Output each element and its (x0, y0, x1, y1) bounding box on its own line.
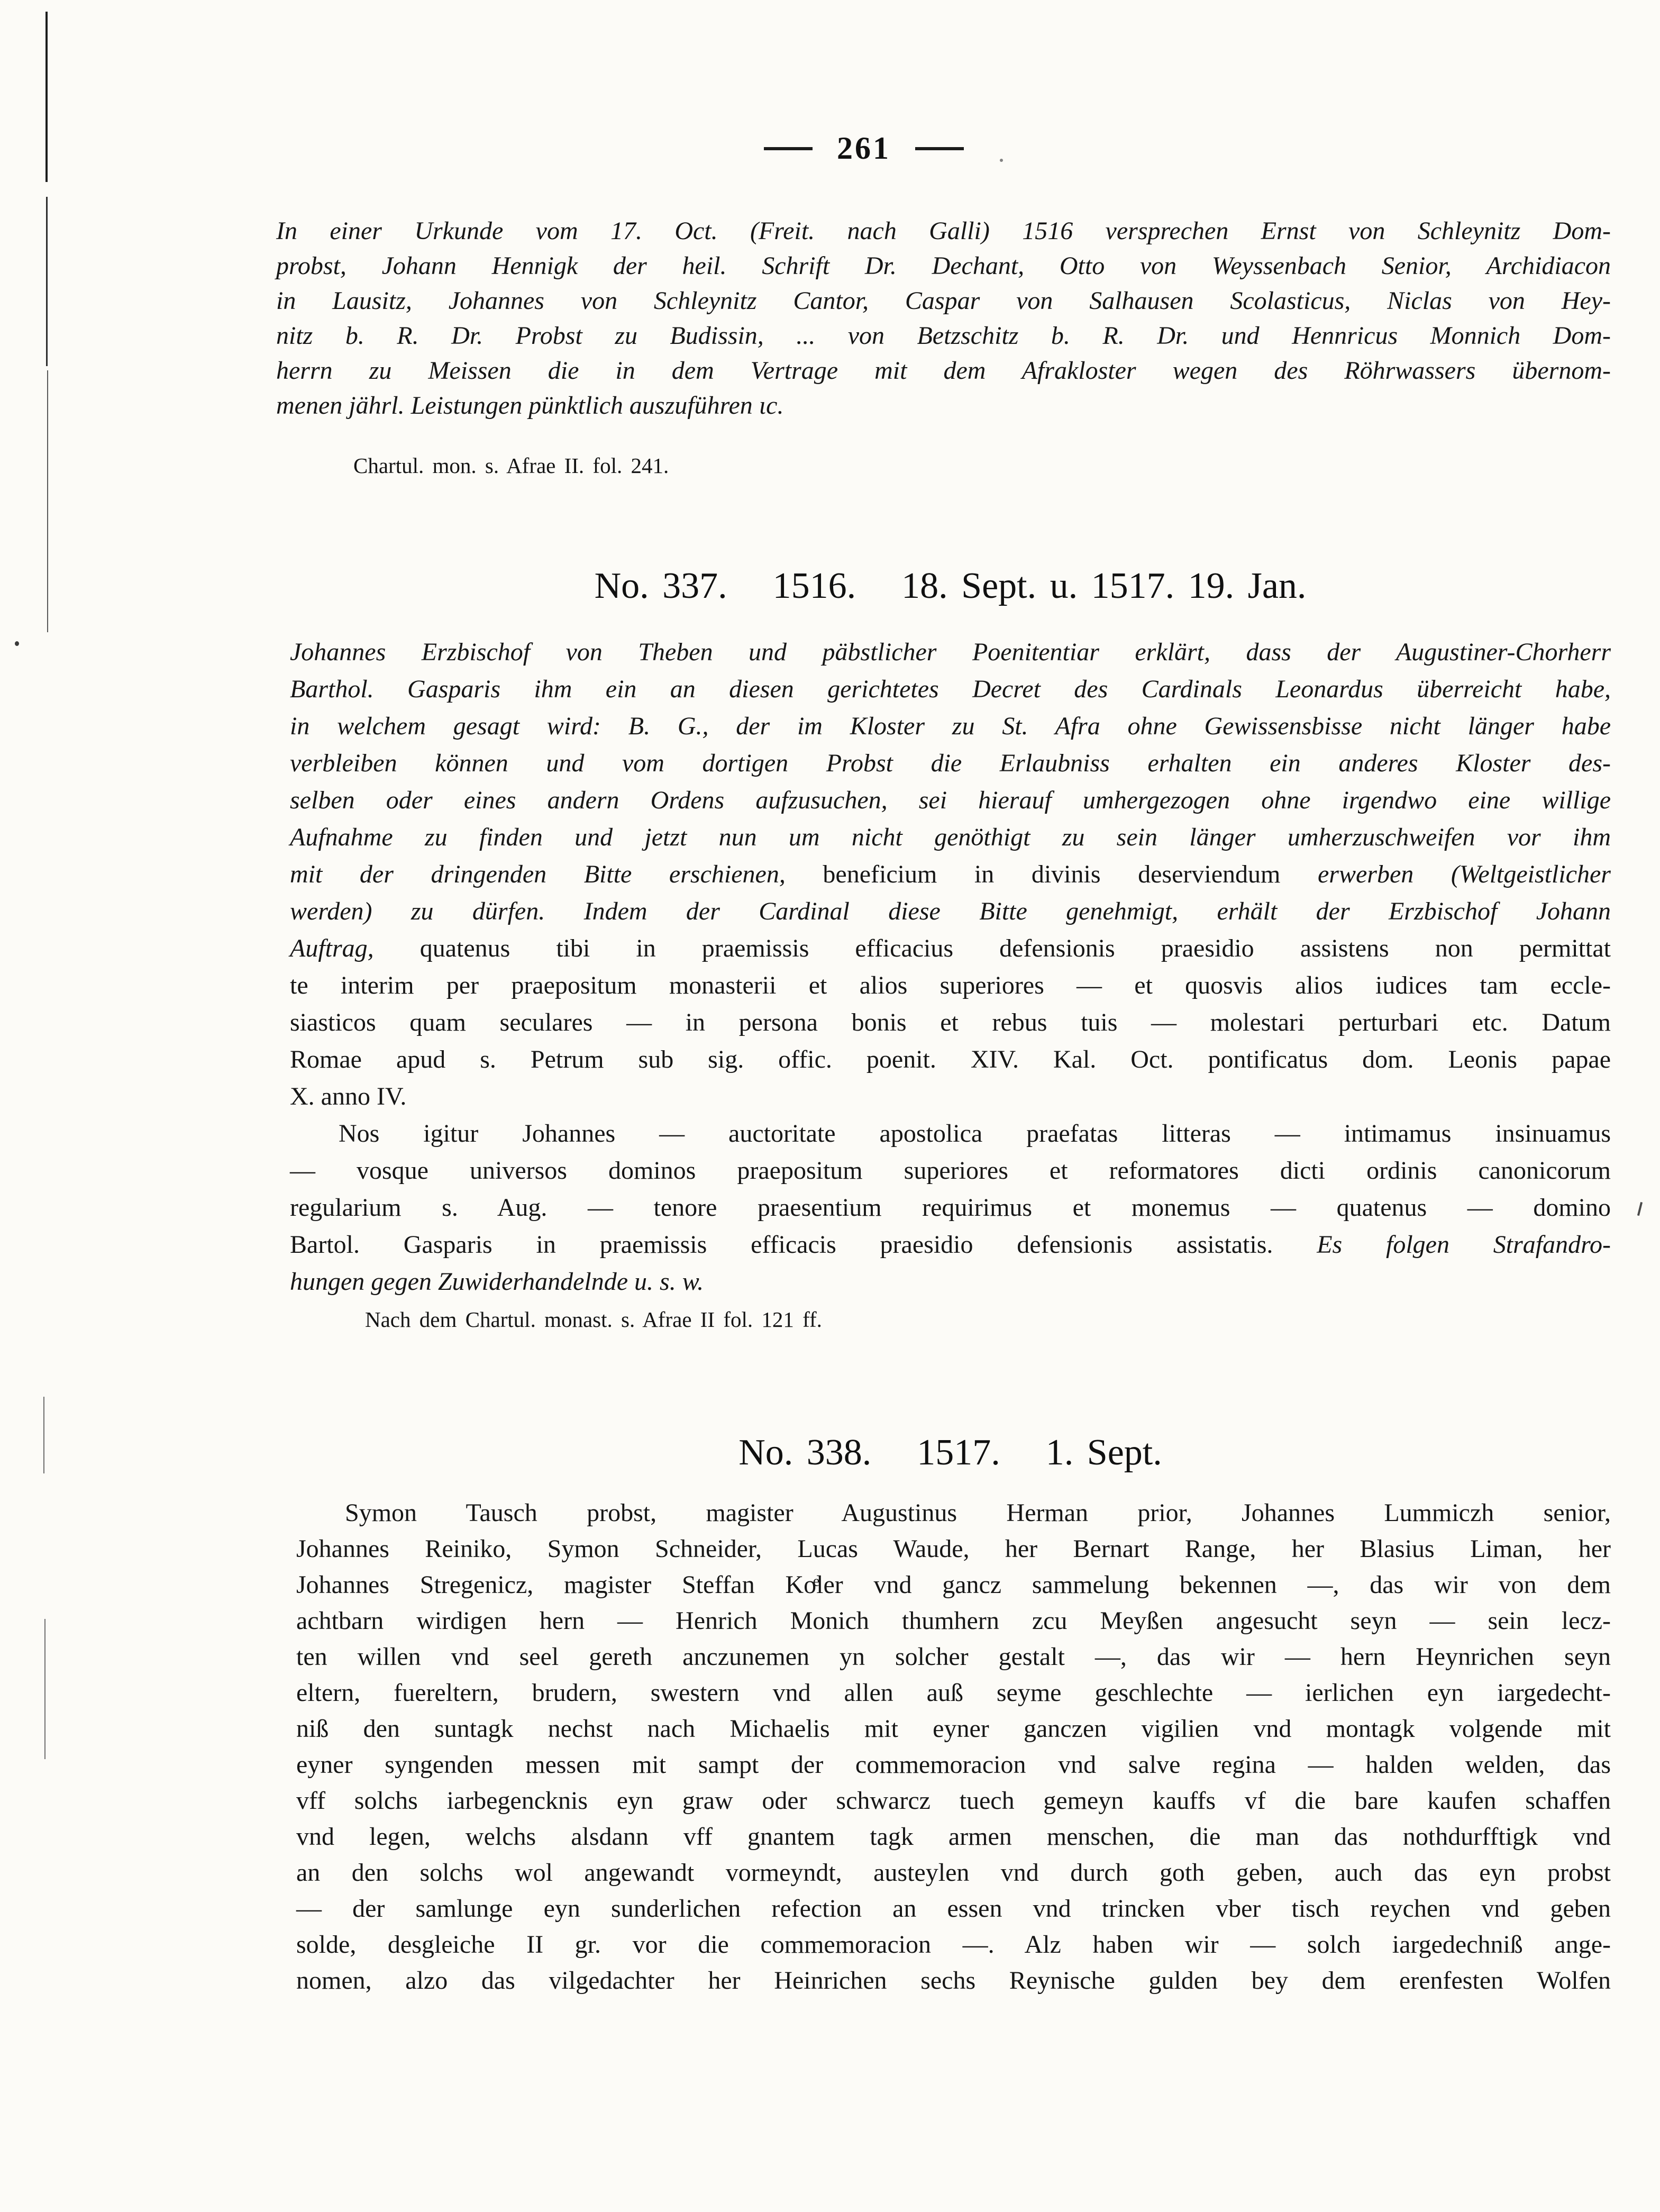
page-header (34, 130, 1660, 167)
roman-text-run: ten willen vnd seel gereth anczunemen yn solcher gestalt —, das wir — hern Heynrichen seyn (296, 1643, 1611, 1671)
text-line (290, 1152, 1611, 1189)
roman-text-run: eyner syngenden messen mit sampt der commemoracion vnd salve regina — halden welden, das (296, 1751, 1611, 1779)
italic-text-run: selben oder eines andern Ordens aufzusuchen, sei hierauf umhergezogen ohne irgendwo eine willige (290, 786, 1611, 814)
text-line (276, 353, 1611, 388)
text-line (290, 708, 1611, 745)
scan-artifact-left-rule (47, 370, 48, 632)
italic-text-run: menen jährl. Leistungen pünktlich auszuführen ɩc. (276, 392, 784, 420)
text-line (296, 1603, 1611, 1639)
text-line (290, 856, 1611, 893)
text-line (296, 1639, 1611, 1675)
entry-337-source-citation: Nach dem Chartul. monast. s. Afrae II fol. 121 ff. (365, 1307, 822, 1332)
text-line (290, 634, 1611, 671)
italic-text-run: herrn zu Meissen die in dem Vertrage mit dem Afrakloster wegen des Röhrwassers übernom- (276, 357, 1611, 385)
entry-337-addendum-paragraph (290, 1115, 1611, 1300)
header-rule-left (764, 147, 813, 150)
text-line (290, 745, 1611, 782)
text-line (276, 388, 1611, 423)
scan-artifact-left-rule (46, 197, 48, 366)
roman-text-run: achtbarn wirdigen hern — Henrich Monich thumhern zcu Meyßen angesucht seyn — sein lecz- (296, 1607, 1611, 1635)
italic-text-run: in Lausitz, Johannes von Schleynitz Cantor, Caspar von Salhausen Scolasticus, Niclas von Hey- (276, 287, 1611, 315)
italic-text-run: verbleiben können und vom dortigen Probst die Erlaubniss erhalten ein anderes Kloster des- (290, 749, 1611, 777)
roman-text-run: — vosque universos dominos praepositum superiores et reformatores dicti ordinis canonicorum (290, 1157, 1611, 1185)
text-line (276, 214, 1611, 249)
roman-text-run: quatenus tibi in praemissis efficacius defensionis praesidio assistens non permittat (419, 934, 1611, 962)
scan-artifact-left-rule (43, 1397, 44, 1473)
text-line (290, 782, 1611, 819)
roman-text-run: regularium s. Aug. — tenore praesentium requirimus et monemus — quatenus — domino (290, 1194, 1611, 1222)
text-line (296, 1963, 1611, 1999)
roman-text-run: X. anno IV. (290, 1082, 407, 1110)
text-line (276, 249, 1611, 284)
text-line (290, 893, 1611, 930)
italic-text-run: Auftrag, (290, 934, 420, 962)
scan-artifact-speck (15, 641, 19, 646)
text-line (296, 1819, 1611, 1855)
scan-artifact-left-rule (44, 1619, 45, 1759)
roman-text-run: vff solchs iarbegencknis eyn graw oder schwarcz tuech gemeyn kauffs vf die bare kaufen schaffen (296, 1787, 1611, 1815)
text-line (296, 1495, 1611, 1531)
roman-text-run: siasticos quam seculares — in persona bonis et rebus tuis — molestari perturbari etc. Datum (290, 1008, 1611, 1036)
text-line (296, 1747, 1611, 1783)
entry-338-heading: No. 338. 1517. 1. Sept. (738, 1432, 1162, 1473)
text-line (290, 1115, 1611, 1152)
roman-text-run: — der samlunge eyn sunderlichen refection an essen vnd trincken vber tisch reychen vnd geben (296, 1895, 1611, 1923)
text-line (290, 967, 1611, 1004)
roman-text-run: Bartol. Gasparis in praemissis efficacis praesidio defensionis assistatis. (290, 1231, 1317, 1259)
text-line (290, 671, 1611, 708)
roman-text-run: niß den suntagk nechst nach Michaelis mit eyner ganczen vigilien vnd montagk volgende mit (296, 1715, 1611, 1743)
italic-text-run: nitz b. R. Dr. Probst zu Budissin, ... von Betzschitz b. R. Dr. und Hennricus Monnich Dom- (276, 322, 1611, 350)
text-line (296, 1675, 1611, 1711)
roman-text-run: solde, desgleiche II gr. vor die commemoracion —. Alz haben wir — solch iargedechniß ange- (296, 1931, 1611, 1959)
roman-text-run: beneficium in divinis deserviendum (823, 860, 1318, 888)
text-line (290, 1004, 1611, 1041)
entry-338-body-paragraph (296, 1495, 1611, 1999)
roman-text-run: Johannes Reiniko, Symon Schneider, Lucas Waude, her Bernart Range, her Blasius Liman, her (296, 1535, 1611, 1563)
scan-artifact-tick (1637, 1202, 1643, 1216)
roman-text-run: eltern, fuereltern, brudern, swestern vnd allen auß seyme geschlechte — ierlichen eyn iargedecht- (296, 1679, 1611, 1707)
italic-text-run: probst, Johann Hennigk der heil. Schrift Dr. Dechant, Otto von Weyssenbach Senior, Archidiacon (276, 252, 1611, 280)
page-number: 261 (837, 131, 891, 166)
italic-text-run: Aufnahme zu finden und jetzt nun um nicht genöthigt zu sein länger umherzuschweifen vor ihm (290, 823, 1611, 851)
italic-text-run: in welchem gesagt wird: B. G., der im Kloster zu St. Afra ohne Gewissensbisse nicht länger habe (290, 712, 1611, 740)
italic-text-run: erwerben (Weltgeistlicher (1317, 860, 1611, 888)
entry-336-source-citation: Chartul. mon. s. Afrae II. fol. 241. (353, 453, 669, 478)
italic-text-run: Es folgen Strafandro- (1317, 1231, 1611, 1259)
roman-text-run: Symon Tausch probst, magister Augustinus Herman prior, Johannes Lummiczh senior, (345, 1499, 1611, 1527)
text-line (296, 1531, 1611, 1567)
italic-text-run: In einer Urkunde vom 17. Oct. (Freit. nach Galli) 1516 versprechen Ernst von Schleynitz Dom- (276, 217, 1611, 245)
italic-text-run: mit der dringenden Bitte erschienen, (290, 860, 823, 888)
roman-text-run: te interim per praepositum monasterii et alios superiores — et quosvis alios iudices tam eccle- (290, 971, 1611, 999)
text-line (296, 1891, 1611, 1927)
header-rule-right (915, 147, 964, 150)
text-line (296, 1855, 1611, 1891)
entry-337-body-paragraph (290, 634, 1611, 1115)
text-line (290, 1041, 1611, 1078)
entry-336-summary-paragraph (276, 214, 1611, 423)
text-line (290, 1189, 1611, 1226)
text-line (296, 1783, 1611, 1819)
text-line (276, 318, 1611, 353)
italic-text-run: werden) zu dürfen. Indem der Cardinal diese Bitte genehmigt, erhält der Erzbischof Johann (290, 897, 1611, 925)
italic-text-run: Barthol. Gasparis ihm ein an diesen gerichtetes Decret des Cardinals Leonardus überreicht habe, (290, 675, 1611, 703)
text-line (290, 1078, 1611, 1115)
text-line (296, 1711, 1611, 1747)
italic-text-run: Johannes Erzbischof von Theben und päbstlicher Poenitentiar erklärt, dass der Augustiner-Chorherr (290, 638, 1611, 666)
text-line (290, 930, 1611, 967)
text-line (296, 1927, 1611, 1963)
roman-text-run: Nos igitur Johannes — auctoritate apostolica praefatas litteras — intimamus insinuamus (339, 1119, 1611, 1148)
roman-text-run: Johannes Stregenicz, magister Steffan Koͤler vnd gancz sammelung bekennen —, das wir von dem (296, 1571, 1611, 1599)
text-line (276, 284, 1611, 318)
roman-text-run: Romae apud s. Petrum sub sig. offic. poenit. XIV. Kal. Oct. pontificatus dom. Leonis papae (290, 1045, 1611, 1073)
roman-text-run: nomen, alzo das vilgedachter her Heinrichen sechs Reynische gulden bey dem erenfesten Wolfen (296, 1967, 1611, 1995)
text-line (296, 1567, 1611, 1603)
italic-text-run: hungen gegen Zuwiderhandelnde u. s. w. (290, 1268, 704, 1296)
roman-text-run: an den solchs wol angewandt vormeyndt, austeylen vnd durch goth geben, auch das eyn probst (296, 1859, 1611, 1887)
text-line (290, 819, 1611, 856)
text-line (290, 1226, 1611, 1263)
roman-text-run: vnd legen, welchs alsdann vff gnantem tagk armen menschen, die man das nothdurfftigk vnd (296, 1823, 1611, 1851)
entry-337-heading: No. 337. 1516. 18. Sept. u. 1517. 19. Jan. (594, 566, 1307, 606)
text-line (290, 1263, 1611, 1300)
